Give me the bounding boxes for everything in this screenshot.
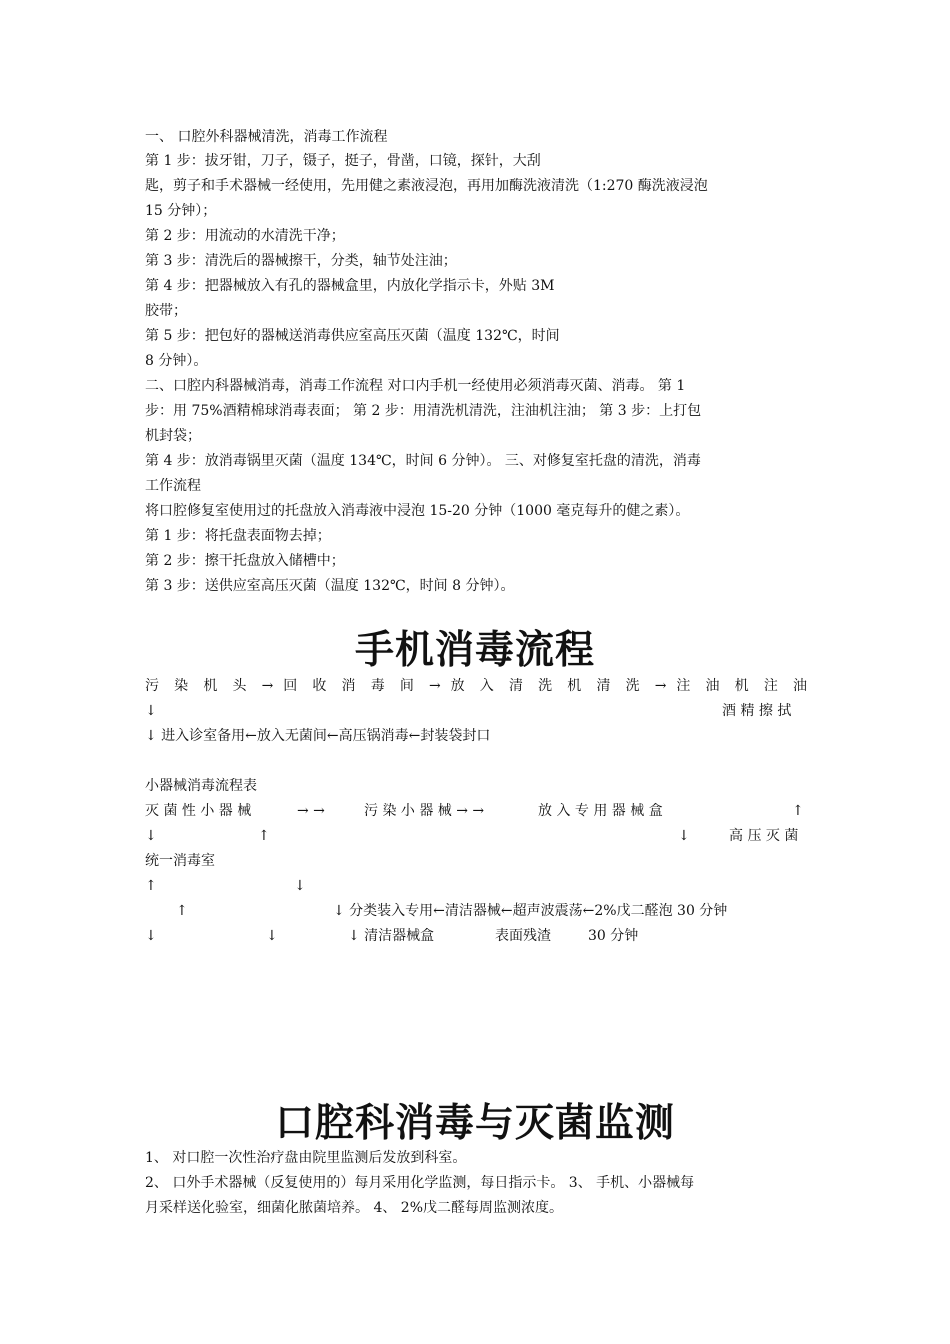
monitoring-heading: 口腔科消毒与灭菌监测 <box>274 1100 675 1146</box>
up-arrow: ↑ <box>792 803 804 819</box>
section2-line: 第 3 步：送供应室高压灭菌（温度 132℃，时间 8 分钟）。 <box>145 578 515 594</box>
right-arrows: → → <box>297 803 325 819</box>
section1-line: 第 4 步：把器械放入有孔的器械盒里，内放化学指示卡，外贴 3M <box>145 278 555 294</box>
flow-step: 高 压 灭 菌 <box>729 828 799 844</box>
section1-line: 胶带； <box>145 303 187 319</box>
section2-line: 机封袋； <box>145 428 201 444</box>
section2-line: 将口腔修复室使用过的托盘放入消毒液中浸泡 15-20 分钟（1000 毫克每升的健之素）。 <box>145 503 690 519</box>
handpiece-flow-step: 酒 精 擦 拭 <box>722 703 792 719</box>
section1-title: 一、 口腔外科器械清洗，消毒工作流程 <box>145 129 388 145</box>
down-arrow: ↓ <box>145 703 157 719</box>
handpiece-heading: 手机消毒流程 <box>354 627 595 673</box>
section1-line: 第 5 步：把包好的器械送消毒供应室高压灭菌（温度 132℃，时间 <box>145 328 560 344</box>
section1-line: 第 3 步：清洗后的器械擦干，分类，轴节处注油； <box>145 253 457 269</box>
flow-step: 污 染 小 器 械 → → <box>364 803 485 819</box>
section2-line: 第 1 步：将托盘表面物去掉； <box>145 528 331 544</box>
flow-step: 表面残渣 <box>495 928 551 944</box>
section2-line: 步：用 75%酒精棉球消毒表面； 第 2 步：用清洗机清洗，注油机注油； 第 3 步：上打包 <box>145 403 702 419</box>
down-arrow: ↓ <box>145 828 157 844</box>
section1-line: 第 1 步：拔牙钳，刀子，镊子，挺子，骨凿，口镜，探针，大刮 <box>145 153 541 169</box>
section1-line: 8 分钟）。 <box>145 353 208 369</box>
down-arrow: ↓ <box>266 928 278 944</box>
down-arrow: ↓ <box>145 928 157 944</box>
small-instruments-title: 小器械消毒流程表 <box>145 778 257 794</box>
up-arrow: ↑ <box>145 878 157 894</box>
section1-line: 15 分钟）； <box>145 203 217 219</box>
up-arrow: ↑ <box>176 903 188 919</box>
section2-line: 工作流程 <box>145 478 201 494</box>
handpiece-flow-row: 污 染 机 头 → 回 收 消 毒 间 → 放 入 清 洗 机 清 洗 → 注 油 机 注 油 <box>145 678 807 694</box>
section1-line: 匙，剪子和手术器械一经使用，先用健之素液浸泡，再用加酶洗液清洗（1:270 酶洗液浸泡 <box>145 178 708 194</box>
flow-step: 放 入 专 用 器 械 盒 <box>538 803 663 819</box>
up-arrow: ↑ <box>258 828 270 844</box>
section2-line: 第 2 步：擦干托盘放入储槽中； <box>145 553 345 569</box>
section1-line: 第 2 步：用流动的水清洗干净； <box>145 228 345 244</box>
flow-step: 统一消毒室 <box>145 853 215 869</box>
section2-line: 第 4 步：放消毒锅里灭菌（温度 134℃，时间 6 分钟）。 三、对修复室托盘的清洗，消毒 <box>145 453 701 469</box>
handpiece-flow-row: ↓ 进入诊室备用←放入无菌间←高压锅消毒←封装袋封口 <box>145 728 491 744</box>
monitoring-line: 月采样送化验室，细菌化脓菌培养。 4、 2%戊二醛每周监测浓度。 <box>145 1200 564 1216</box>
flow-step: 30 分钟 <box>588 928 639 944</box>
monitoring-line: 2、 口外手术器械（反复使用的）每月采用化学监测，每日指示卡。 3、 手机、小器械每 <box>145 1175 695 1191</box>
flow-step: 灭 菌 性 小 器 械 <box>145 803 252 819</box>
monitoring-line: 1、 对口腔一次性治疗盘由院里监测后发放到科室。 <box>145 1150 467 1166</box>
section2-line: 二、口腔内科器械消毒，消毒工作流程 对口内手机一经使用必须消毒灭菌、消毒。 第 1 <box>145 378 686 394</box>
down-arrow: ↓ <box>294 878 306 894</box>
flow-step: ↓ 分类装入专用←清洁器械←超声波震荡←2%戊二醛泡 30 分钟 <box>333 903 728 919</box>
down-arrow: ↓ <box>678 828 690 844</box>
flow-step: ↓ 清洁器械盒 <box>348 928 435 944</box>
